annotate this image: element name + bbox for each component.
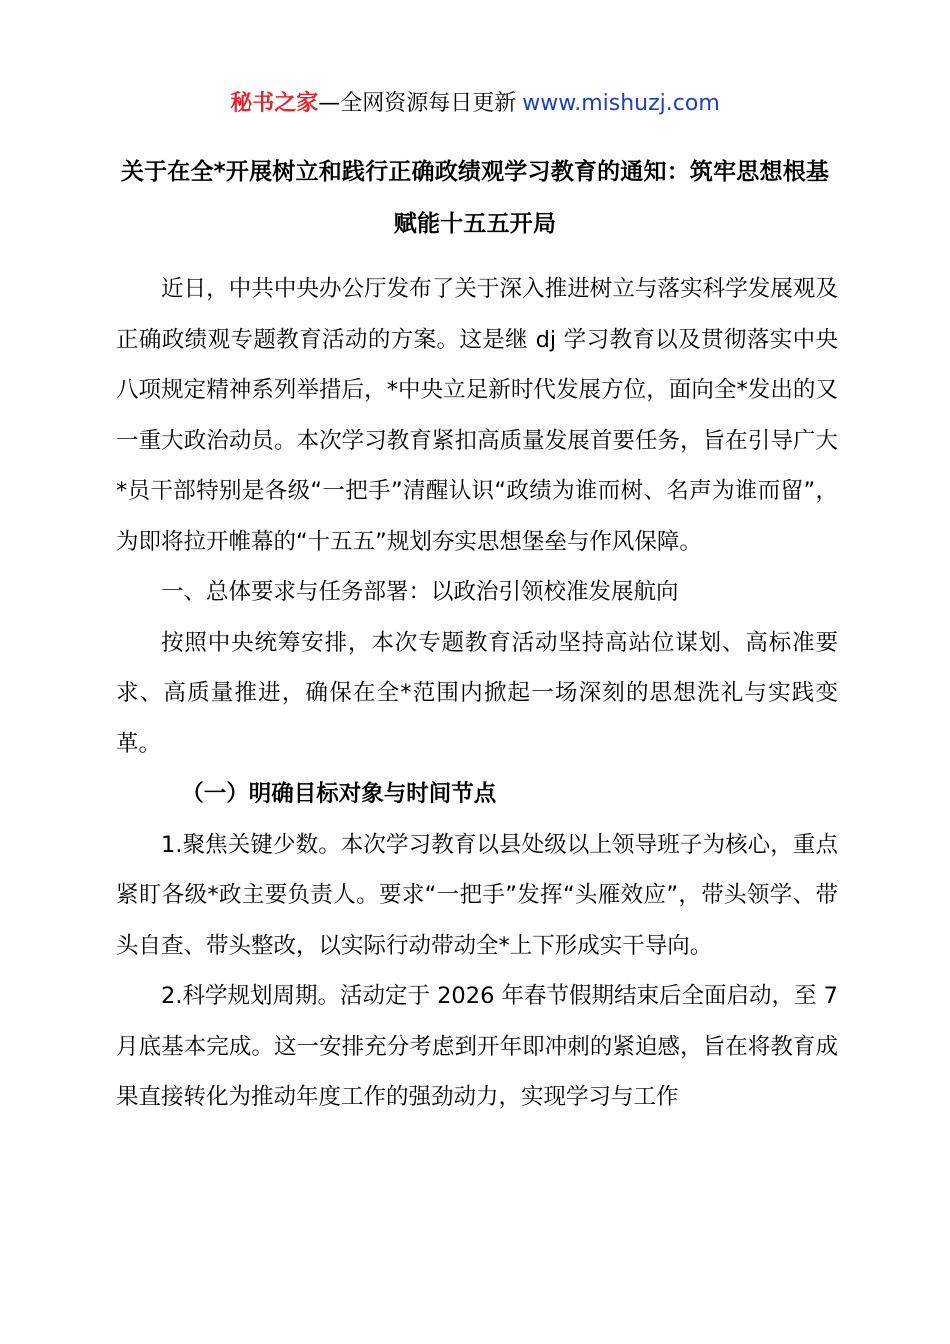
- site-header: [0, 86, 950, 122]
- list-item-paragraph: 2.科学规划周期。活动定于 2026 年春节假期结束后全面启动，至 7 月底基本完成。这一安排充分考虑到开年即冲刺的紧迫感，旨在将教育成果直接转化为推动年度工作的强劲动力，实现学习与工作: [116, 983, 839, 1110]
- section-paragraph: 按照中央统筹安排，本次专题教育活动坚持高站位谋划、高标准要求、高质量推进，确保在全*范围内掀起一场深刻的思想洗礼与实践变革。: [116, 629, 838, 757]
- document-title: 关于在全*开展树立和践行正确政绩观学习教育的通知：筑牢思想根基赋能十五五开局: [120, 159, 830, 237]
- subsection-heading: （一）明确目标对象与时间节点: [181, 781, 497, 807]
- intro-paragraph: 近日，中共中央办公厅发布了关于深入推进树立与落实科学发展观及正确政绩观专题教育活动的方案。这是继 dj 学习教育以及贯彻落实中央八项规定精神系列举措后，*中央立足新时代发展方位，面向全*发出的又一重大政治动员。本次学习教育紧扣高质量发展首要任务，旨在引导广大*员干部特别是各级“一把手”清醒认识“政绩为谁而树、名声为谁而留”，为即将拉开帷幕的“十五五”规划夯实思想堡垒与作风保障。: [116, 276, 838, 555]
- header-slogan: —全网资源每日更新: [318, 91, 517, 116]
- brand-name: 秘书之家: [230, 91, 319, 116]
- site-url-link[interactable]: www.mishuzj.com: [522, 91, 720, 116]
- list-item-paragraph: 1.聚焦关键少数。本次学习教育以县处级以上领导班子为核心，重点紧盯各级*政主要负责人。要求“一把手”发挥“头雁效应”，带头领学、带头自查、带头整改，以实际行动带动全*上下形成实干导向。: [116, 831, 838, 959]
- section-heading: 一、总体要求与任务部署：以政治引领校准发展航向: [161, 579, 679, 605]
- document-body: [116, 264, 838, 1123]
